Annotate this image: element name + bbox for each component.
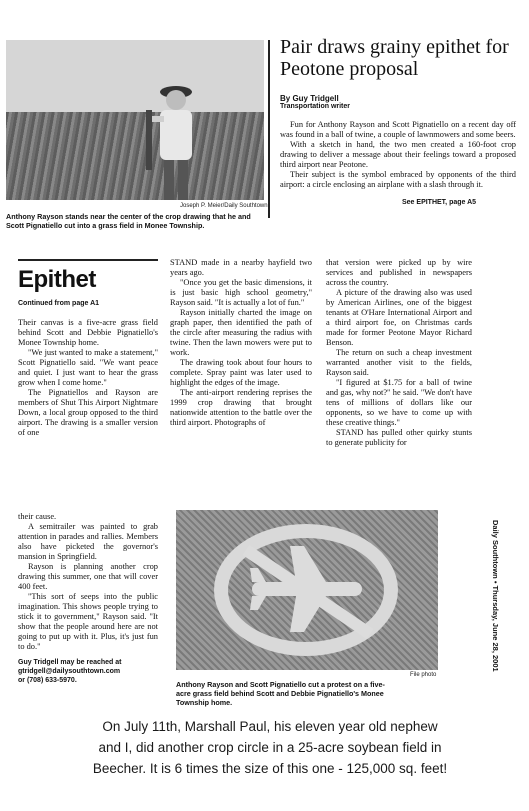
paragraph: Their canvas is a five-acre grass field behind Scott and Debbie Pignatiello's Monee Township home. (18, 318, 158, 347)
photo-credit: Joseph P. Meier/Daily Southtown (180, 203, 268, 209)
man-figure (146, 70, 206, 200)
column-2 (170, 258, 312, 428)
paragraph: The drawing took about four hours to complete. Spray paint was later used to highlight the edges of the image. (170, 358, 312, 387)
see-also-jump: See EPITHET, page A5 (402, 199, 477, 206)
contact-phone: or (708) 633-5970. (18, 677, 77, 684)
column-1 (18, 318, 158, 438)
paragraph: A picture of the drawing also was used by American Airlines, one of the biggest tenants at O'Hare International Airport and a third airport foe, on Christmas cards made for former Peotone Mayor Richard Benson. (326, 288, 472, 347)
paragraph: Fun for Anthony Rayson and Scott Pignatiello on a recent day off was found in a ball of twine, a couple of lawnmowers and some beers. (280, 120, 516, 139)
continued-from: Continued from page A1 (18, 300, 100, 307)
paragraph: "Once you get the basic dimensions, it is just basic high school geometry," Rayson said. "It is actually a lot of fun." (170, 278, 312, 307)
paragraph: A semitrailer was painted to grab attention in parades and rallies. Members also have picketed the governor's mansion in Springfield. (18, 522, 158, 561)
contact-email: gtridgell@dailysouthtown.com (18, 668, 121, 675)
crop-drawing-photo (176, 510, 438, 670)
section-rule (18, 259, 158, 261)
photo-caption: Anthony Rayson stands near the center of the crop drawing that he and Scott Pignatiello cut into a grass field in Monee Township. (6, 212, 251, 230)
note-line: Beecher. It is 6 times the size of this one - 125,000 sq. feet! (92, 761, 448, 776)
added-note (30, 716, 510, 779)
jump-heading: Epithet (18, 266, 96, 293)
dateline: Daily Southtown • Thursday, June 28, 2001 (491, 520, 500, 672)
paragraph: their cause. (18, 512, 57, 521)
column-3 (326, 258, 472, 448)
reporter-contact (18, 658, 168, 685)
top-story-body (280, 120, 516, 190)
paragraph: "I figured at $1.75 for a ball of twine and gas, why not?" he said. "We don't have tens of millions of dollars like our opponents, so we have to come up with these creative things." (326, 378, 472, 427)
photo2-credit: File photo (410, 672, 437, 678)
paragraph: With a sketch in hand, the two men created a 160-foot crop drawing to deliver a message about their feelings toward a proposed third airport near Peotone. (280, 140, 516, 169)
rayson-field-photo (6, 40, 264, 200)
paragraph: The Pignatiellos and Rayson are members of Shut This Airport Nightmare Down, a local group opposed to the third airport. The drawing is a smaller version of one (18, 388, 158, 437)
column-4 (18, 512, 158, 652)
paragraph: Rayson initially charted the image on graph paper, then identified the path of the circle after measuring the radius with twine. Then the lawn mowers were put to work. (170, 308, 312, 357)
paragraph: STAND has pulled other quirky stunts to generate publicity for (326, 428, 472, 447)
paragraph: "This sort of seeps into the public imagination. This shows people trying to stick it to government," Rayson said. "It show that the people around here are not going to put up with it. Plus, it's just fun to do." (18, 592, 158, 651)
paragraph: that version were picked up by wire services and published in newspapers across the country. (326, 258, 472, 287)
paragraph: The return on such a cheap investment warranted another visit to the fields, Rayson said. (326, 348, 472, 377)
byline-role: Transportation writer (280, 103, 351, 110)
dateline-vertical (486, 520, 506, 690)
paragraph: STAND made in a nearby hayfield two years ago. (170, 258, 312, 277)
photo2-caption: Anthony Rayson and Scott Pignatiello cut a protest on a five-acre grass field behind Scott and Debbie Pignatiello's Monee Township home. (176, 680, 385, 707)
contact-line: Guy Tridgell may be reached at (18, 659, 122, 666)
airplane-slash-icon (176, 510, 438, 670)
byline: By Guy Tridgell (280, 94, 339, 103)
column-rule (268, 40, 270, 218)
headline: Pair draws grainy epithet for Peotone proposal (280, 36, 509, 80)
paragraph: The anti-airport rendering reprises the 1999 crop drawing that brought nationwide attention to the battle over the third airport. Photographs of (170, 388, 312, 427)
note-line: On July 11th, Marshall Paul, his eleven year old nephew (102, 719, 438, 734)
paragraph: Rayson is planning another crop drawing this summer, one that will cover 400 feet. (18, 562, 158, 591)
paragraph: "We just wanted to make a statement," Scott Pignatiello said. "We want peace and quiet. I just want to hear the grass grow when I come home." (18, 348, 158, 387)
note-line: and I, did another crop circle in a 25-acre soybean field in (98, 740, 442, 755)
paragraph: Their subject is the symbol embraced by opponents of the third airport: a circle enclosing an airplane with a slash through it. (280, 170, 516, 189)
